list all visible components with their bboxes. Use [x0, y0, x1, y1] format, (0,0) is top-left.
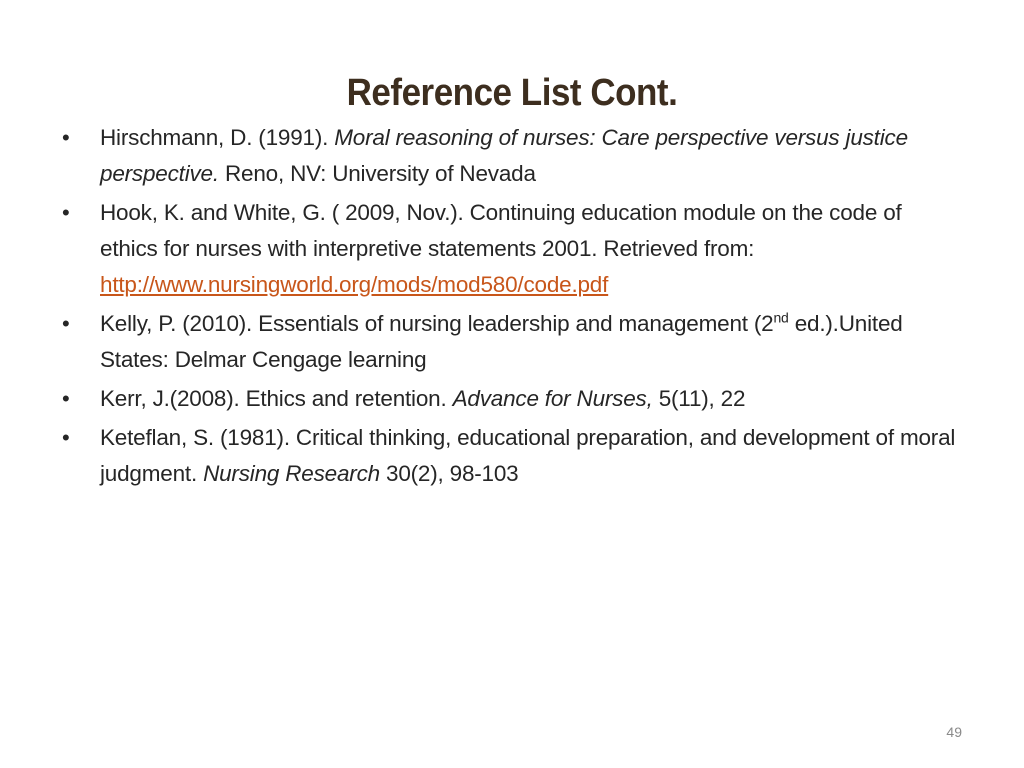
reference-text: 30(2), 98-103: [379, 461, 519, 486]
reference-list: [62, 120, 962, 495]
reference-italic-title: Nursing Research: [203, 461, 380, 486]
bullet-icon: •: [62, 386, 70, 411]
reference-item-keteflan: [62, 420, 962, 492]
reference-item-hook: [62, 195, 962, 303]
reference-text: 5(11), 22: [652, 386, 746, 411]
bullet-icon: •: [62, 125, 70, 150]
reference-text: Reno, NV: University of Nevada: [218, 161, 536, 186]
bullet-icon: •: [62, 311, 70, 336]
slide-title: Reference List Cont.: [346, 72, 678, 114]
reference-item-kerr: [62, 381, 962, 417]
reference-text: Keteflan, S. (1981). Critical thinking, educational preparation, and development of moral judgment.: [100, 425, 956, 486]
bullet-icon: •: [62, 200, 70, 225]
reference-italic-title: Moral reasoning of nurses: Care perspective versus justice perspective.: [100, 125, 908, 186]
bullet-icon: •: [62, 425, 70, 450]
reference-item-kelly: [62, 306, 962, 378]
reference-text: Hook, K. and White, G. ( 2009, Nov.). Continuing education module on the code of ethics for nurses with interpretive statements 2001. Retrieved from:: [100, 200, 902, 261]
reference-text: Hirschmann, D. (1991).: [100, 125, 335, 150]
ordinal-superscript: nd: [773, 309, 789, 326]
reference-text: Kerr, J.(2008). Ethics and retention.: [100, 386, 453, 411]
reference-url-link[interactable]: http://www.nursingworld.org/mods/mod580/code.pdf: [100, 272, 609, 297]
reference-text: ed.).United States: Delmar Cengage learning: [100, 311, 903, 372]
reference-italic-title: Advance for Nurses,: [452, 386, 653, 411]
reference-text: Kelly, P. (2010). Essentials of nursing leadership and management (2: [100, 311, 774, 336]
page-number: 49: [946, 724, 962, 740]
reference-item-hirschmann: [62, 120, 962, 192]
